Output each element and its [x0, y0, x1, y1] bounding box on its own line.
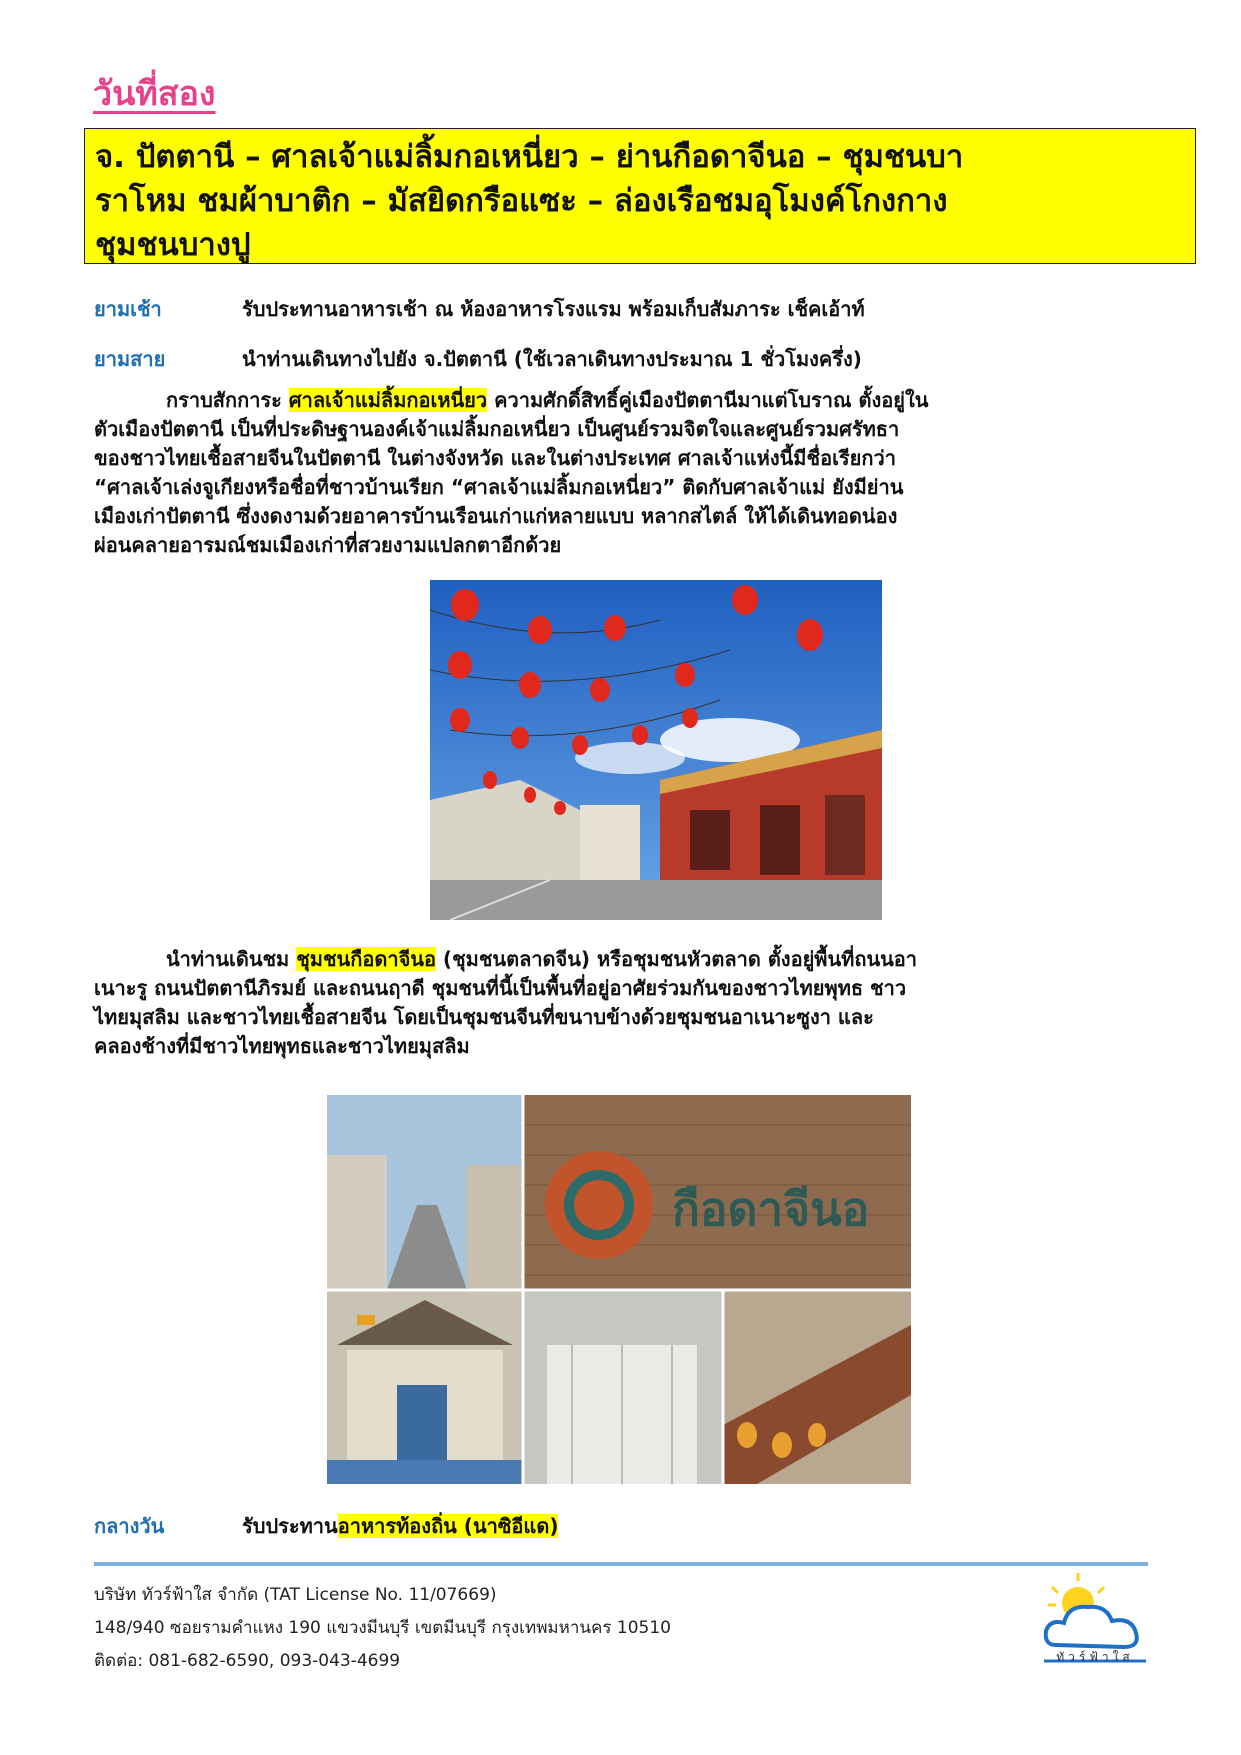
- shrine-lantern-photo: [430, 580, 882, 920]
- route-title-box: [84, 128, 1196, 264]
- highlight-community-name: ชุมชนกือดาจีนอ: [296, 947, 436, 971]
- paragraph-line: นำท่านเดินชม ชุมชนกือดาจีนอ (ชุมชนตลาดจีน) หรือชุมชนหัวตลาด ตั้งอยู่พื้นที่ถนนอา: [166, 947, 918, 971]
- paragraph-line: ไทยมุสลิม และชาวไทยเชื้อสายจีน โดยเป็นชุมชนจีนที่ขนาบข้างด้วยชุมชนอาเนาะซูงา และ: [94, 1005, 874, 1029]
- paragraph-line: ผ่อนคลายอารมณ์ชมเมืองเก่าที่สวยงามแปลกตาอีกด้วย: [94, 533, 562, 557]
- collage-sign-text: กือดาจีนอ: [672, 1182, 870, 1236]
- logo-text: ทัวร์ฟ้าใส: [1056, 1650, 1134, 1664]
- footer-company: บริษัท ทัวร์ฟ้าใส จำกัด (TAT License No. 11/07669): [94, 1585, 497, 1605]
- highlight-local-food: อาหารท้องถิ่น (นาซิอีแด): [337, 1514, 559, 1538]
- old-town-collage-photo: [327, 1095, 911, 1484]
- paragraph-line: เนาะรู ถนนปัตตานีภิรมย์ และถนนฤาดี ชุมชนที่นี้เป็นพื้นที่อยู่อาศัยร่วมกันของชาวไทยพุทธ ชาว: [94, 976, 907, 1000]
- paragraph-line: คลองช้างที่มีชาวไทยพุทธและชาวไทยมุสลิม: [94, 1034, 470, 1058]
- paragraph-line: เมืองเก่าปัตตานี ซึ่งงดงามด้วยอาคารบ้านเรือนเก่าแก่หลายแบบ หลากสไตล์ ให้ได้เดินทอดน่อง: [94, 504, 898, 528]
- paragraph-community: [94, 945, 1152, 1061]
- schedule-text: นำท่านเดินทางไปยัง จ.ปัตตานี (ใช้เวลาเดินทางประมาณ 1 ชั่วโมงครึ่ง): [242, 347, 862, 371]
- paragraph-shrine: [94, 386, 1152, 560]
- paragraph-line: ตัวเมืองปัตตานี เป็นที่ประดิษฐานองค์เจ้าแม่ลิ้มกอเหนี่ยว เป็นศูนย์รวมจิตใจและศูนย์รวมศรัทธา: [94, 417, 900, 441]
- footer-contact: ติดต่อ: 081-682-6590, 093-043-4699: [94, 1651, 401, 1671]
- footer-divider: [94, 1562, 1148, 1566]
- day-title: วันที่สอง: [93, 74, 216, 114]
- footer-address: 148/940 ซอยรามคำแหง 190 แขวงมีนบุรี เขตมีนบุรี กรุงเทพมหานคร 10510: [94, 1618, 671, 1638]
- route-line: ชุมชนบางปู: [95, 227, 251, 263]
- old-town-collage-illustration: [327, 1095, 911, 1484]
- route-line: ราโหม ชมผ้าบาติก – มัสยิดกรือแซะ – ล่องเรือชมอุโมงค์โกงกาง: [95, 183, 948, 219]
- schedule-text: รับประทานอาหารเช้า ณ ห้องอาหารโรงแรม พร้อมเก็บสัมภาระ เช็คเอ้าท์: [242, 297, 865, 321]
- paragraph-line: ของชาวไทยเชื้อสายจีนในปัตตานี ในต่างจังหวัด และในต่างประเทศ ศาลเจ้าแห่งนี้มีชื่อเรียกว่า: [94, 446, 896, 470]
- route-line: จ. ปัตตานี – ศาลเจ้าแม่ลิ้มกอเหนี่ยว – ย่านกือดาจีนอ – ชุมชนบา: [95, 139, 964, 175]
- shrine-lantern-illustration: [430, 580, 882, 920]
- schedule-label: ยามสาย: [94, 347, 166, 371]
- highlight-shrine-name: ศาลเจ้าแม่ลิ้มกอเหนี่ยว: [288, 388, 488, 412]
- paragraph-line: กราบสักการะ ศาลเจ้าแม่ลิ้มกอเหนี่ยว ความศักดิ์สิทธิ์คู่เมืองปัตตานีมาแต่โบราณ ตั้งอยู่ใน: [166, 388, 929, 412]
- schedule-text: รับประทานอาหารท้องถิ่น (นาซิอีแด): [242, 1514, 559, 1538]
- paragraph-line: “ศาลเจ้าเล่งจูเกียงหรือชื่อที่ชาวบ้านเรียก “ศาลเจ้าแม่ลิ้มกอเหนี่ยว” ติดกับศาลเจ้าแม่ ยังมีย่าน: [94, 475, 904, 499]
- schedule-label: กลางวัน: [94, 1514, 165, 1538]
- schedule-label: ยามเช้า: [94, 297, 162, 321]
